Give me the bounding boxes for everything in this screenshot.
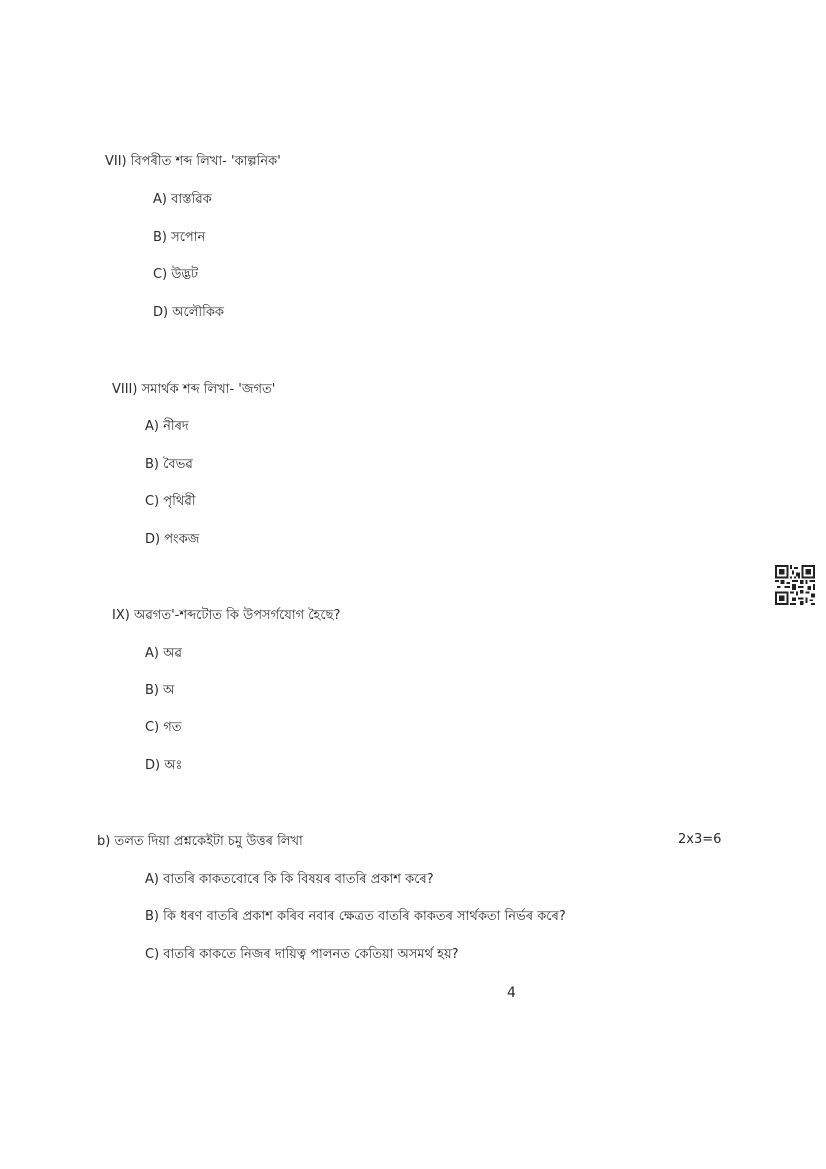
question-9-option-d: D) অঃ xyxy=(145,758,183,773)
qr-code-icon xyxy=(775,565,815,605)
section-b-item-c: C) বাতৰি কাকতে নিজৰ দায়িত্ব পালনত কেতিয়া অসমৰ্থ হয়? xyxy=(145,947,459,962)
section-b-item-b: B) কি ধৰণ বাতৰি প্ৰকাশ কৰিব নবাৰ ক্ষেত্ৰত বাতৰি কাকতৰ সাৰ্থকতা নিৰ্ভৰ কৰে? xyxy=(145,909,566,924)
question-9-option-c: C) গত xyxy=(145,720,182,735)
section-b-heading: b) তলত দিয়া প্ৰশ্নকেইটা চমু উত্তৰ লিখা xyxy=(97,834,303,849)
question-7-option-c: C) উদ্ভট xyxy=(153,267,199,282)
question-8-option-c: C) পৃথিৱী xyxy=(145,494,196,509)
question-7-option-b: B) সপোন xyxy=(153,230,206,245)
question-7-option-a: A) বাস্তৱিক xyxy=(153,192,212,207)
question-8-option-b: B) বৈভৱ xyxy=(145,457,193,472)
question-7-option-d: D) অলৌকিক xyxy=(153,305,225,320)
question-8-option-a: A) নীৰদ xyxy=(145,419,189,434)
section-b-marks: 2x3=6 xyxy=(678,832,722,847)
page-number: 4 xyxy=(507,985,516,1001)
question-7: VII) বিপৰীত শব্দ লিখা- 'কাল্পনিক' xyxy=(105,154,281,169)
question-9: IX) অৱগত'-শব্দটোত কি উপসৰ্গযোগ হৈছে? xyxy=(112,608,341,623)
question-9-option-a: A) অৱ xyxy=(145,646,182,661)
question-8: VIII) সমাৰ্থক শব্দ লিখা- 'জগত' xyxy=(112,382,276,397)
section-b-item-a: A) বাতৰি কাকতবোৰে কি কি বিষয়ৰ বাতৰি প্ৰকাশ কৰে? xyxy=(145,872,434,887)
question-8-option-d: D) পংকজ xyxy=(145,532,200,547)
question-9-option-b: B) অ xyxy=(145,683,175,698)
